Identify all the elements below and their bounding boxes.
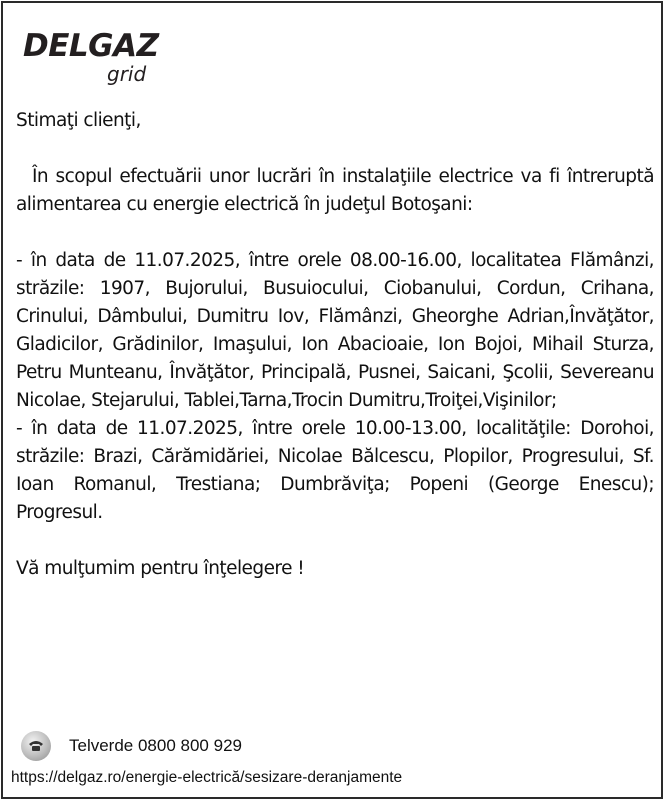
- phone-icon: [21, 731, 51, 761]
- notice-frame: [1, 1, 663, 799]
- greeting: Stimaţi clienţi,: [16, 110, 141, 131]
- report-url[interactable]: https://delgaz.ro/energie-electrică/sesizare-deranjamente: [11, 769, 403, 786]
- phone-number: Telverde 0800 800 929: [69, 736, 242, 755]
- outage-item-1: - în data de 11.07.2025, între orele 08.00-16.00, localitatea Flămânzi, străzile: 1907, Bujorului, Busuiocului, Ciobanului, Cordun, Crihana, Crinului, Dâmbului, Dumitru Iov, Flămânzi, Gheorghe Adrian,Învăţător, Gladicilor, Grădinilor, Imaşului, Ion Abacioaie, Ion Bojoi, Mihail Sturza, Petru Munteanu, Învăţător, Principală, Pusnei, Saicani, Şcolii, Severeanu Nicolae, Stejarului, Tablei,Tarna,Trocin Dumitru,Troiţei,Vişinilor;: [16, 250, 654, 411]
- logo-sub-text: grid: [107, 62, 147, 86]
- letter-body: [16, 107, 654, 583]
- delgaz-grid-logo: [21, 25, 171, 87]
- phone-contact: [21, 729, 242, 763]
- outage-item-2: - în data de 11.07.2025, între orele 10.00-13.00, localităţile: Dorohoi, străzile: Brazi, Cărămidăriei, Nicolae Bălcescu, Plopilor, Progresului, Sf. Ioan Romanul, Trestiana; Dumbrăviţa; Popeni (George Enescu); Progresul.: [16, 418, 654, 523]
- closing-line: Vă mulţumim pentru înţelegere !: [16, 558, 305, 579]
- intro-paragraph: În scopul efectuării unor lucrări în instalaţiile electrice va fi întreruptă alimentarea cu energie electrică în judeţul Botoşani:: [16, 166, 654, 215]
- delgaz-logo-graphic: [21, 25, 171, 87]
- logo-brand-text: DELGAZ: [23, 28, 159, 64]
